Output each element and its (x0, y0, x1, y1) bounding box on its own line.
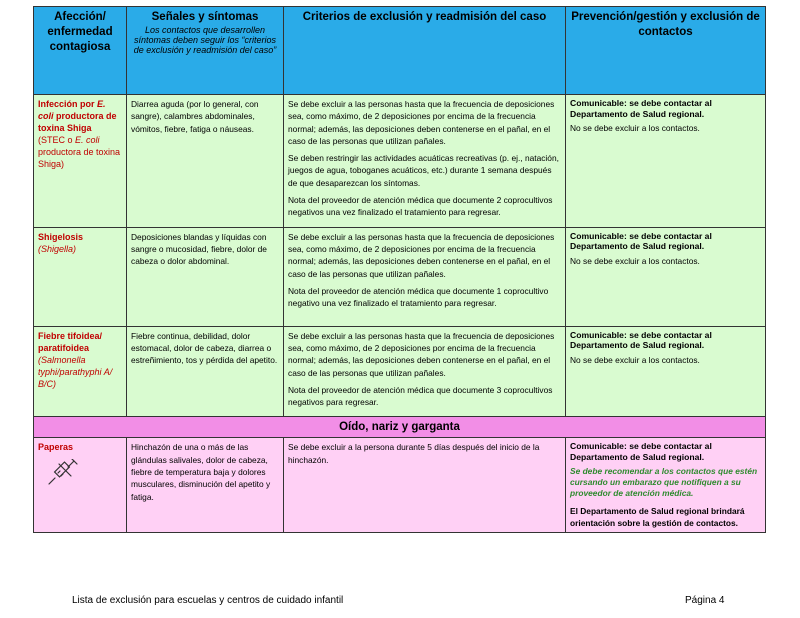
symptoms-cell: Fiebre continua, debilidad, dolor estomacal, dolor de cabeza, diarrea o estreñimiento, tos y pérdida del apetito. (127, 326, 284, 417)
syringe-icon (46, 459, 80, 487)
condition-cell: Shigelosis (Shigella) (34, 227, 127, 326)
section-title: Oído, nariz y garganta (34, 417, 766, 438)
symptoms-cell: Diarrea aguda (por lo general, con sangre), calambres abdominales, vómitos, fiebre, fatiga o náuseas. (127, 95, 284, 228)
condition-cell: Infección por E. coli productora de toxina Shiga (STEC o E. coli productora de toxina Shiga) (34, 95, 127, 228)
section-header-row (34, 417, 766, 438)
table-row (34, 227, 766, 326)
header-symptoms: Señales y síntomas Los contactos que desarrollen síntomas deben seguir los “criterios de exclusión y readmisión del caso” (127, 7, 284, 95)
criteria-cell: Se debe excluir a las personas hasta que la frecuencia de deposiciones sea, como máximo, de 2 deposiciones por encima de la frecuencia normal; además, las deposiciones deben contenerse en el pañal, en el caso de las personas que utilizan pañales. Nota del proveedor de atención médica que documente 1 coprocultivo negativo una vez finalizado el tratamiento para regresar. (284, 227, 566, 326)
criteria-cell: Se debe excluir a la persona durante 5 días después del inicio de la hinchazón. (284, 438, 566, 533)
page-number: Página 4 (685, 595, 725, 606)
table-row (34, 326, 766, 417)
prevention-cell: Comunicable: se debe contactar al Departamento de Salud regional. Se debe recomendar a los contactos que estén cursando un embarazo que notifiquen a su proveedor de atención médica. El Departamento de Salud regional brindará orientación sobre la gestión de contactos. (566, 438, 766, 533)
criteria-cell: Se debe excluir a las personas hasta que la frecuencia de deposiciones sea, como máximo, de 2 deposiciones por encima de la frecuencia normal; además, las deposiciones deben contenerse en el pañal, en el caso de las personas que utilizan pañales. Nota del proveedor de atención médica que documente 3 coprocultivos negativos para regresar. (284, 326, 566, 417)
table-row (34, 438, 766, 533)
prevention-cell: Comunicable: se debe contactar al Departamento de Salud regional. No se debe excluir a los contactos. (566, 95, 766, 228)
header-prevention: Prevención/gestión y exclusión de contactos (566, 7, 766, 95)
symptoms-cell: Deposiciones blandas y líquidas con sangre o mucosidad, fiebre, dolor de cabeza o dolor abdominal. (127, 227, 284, 326)
condition-cell: Fiebre tifoidea/ paratifoidea (Salmonella typhi/parathyphi A/ B/C) (34, 326, 127, 417)
prevention-cell: Comunicable: se debe contactar al Departamento de Salud regional. No se debe excluir a los contactos. (566, 227, 766, 326)
pregnancy-advice: Se debe recomendar a los contactos que estén cursando un embarazo que notifiquen a su proveedor de atención médica. (570, 466, 758, 499)
footer-title: Lista de exclusión para escuelas y centros de cuidado infantil (72, 595, 344, 606)
header-condition: Afección/ enfermedad contagiosa (34, 7, 127, 95)
prevention-cell: Comunicable: se debe contactar al Departamento de Salud regional. No se debe excluir a los contactos. (566, 326, 766, 417)
condition-cell: Paperas (34, 438, 127, 533)
table-header-row (34, 7, 766, 95)
header-symptoms-note: Los contactos que desarrollen síntomas deben seguir los “criterios de exclusión y readmisión del caso” (133, 25, 277, 55)
criteria-cell: Se debe excluir a las personas hasta que la frecuencia de deposiciones sea, como máximo, de 2 deposiciones por encima de la frecuencia normal; además, las deposiciones deben contenerse en el pañal, en el caso de las personas que utilizan pañales. Se deben restringir las actividades acuáticas recreativas (p. ej., natación, juegos de agua, toboganes acuáticos, etc.) durante 1 semana después de que desaparezcan los síntomas. Nota del proveedor de atención médica que documente 2 coprocultivos negativos una vez finalizado el tratamiento para regresar. (284, 95, 566, 228)
symptoms-cell: Hinchazón de una o más de las glándulas salivales, dolor de cabeza, fiebre de temperatura baja y dolores musculares, disminución del apetito y fatiga. (127, 438, 284, 533)
contact-guidance: El Departamento de Salud regional brindará orientación sobre la gestión de contactos. (570, 506, 745, 529)
header-criteria: Criterios de exclusión y readmisión del caso (284, 7, 566, 95)
exclusion-table (33, 6, 766, 533)
table-row (34, 95, 766, 228)
